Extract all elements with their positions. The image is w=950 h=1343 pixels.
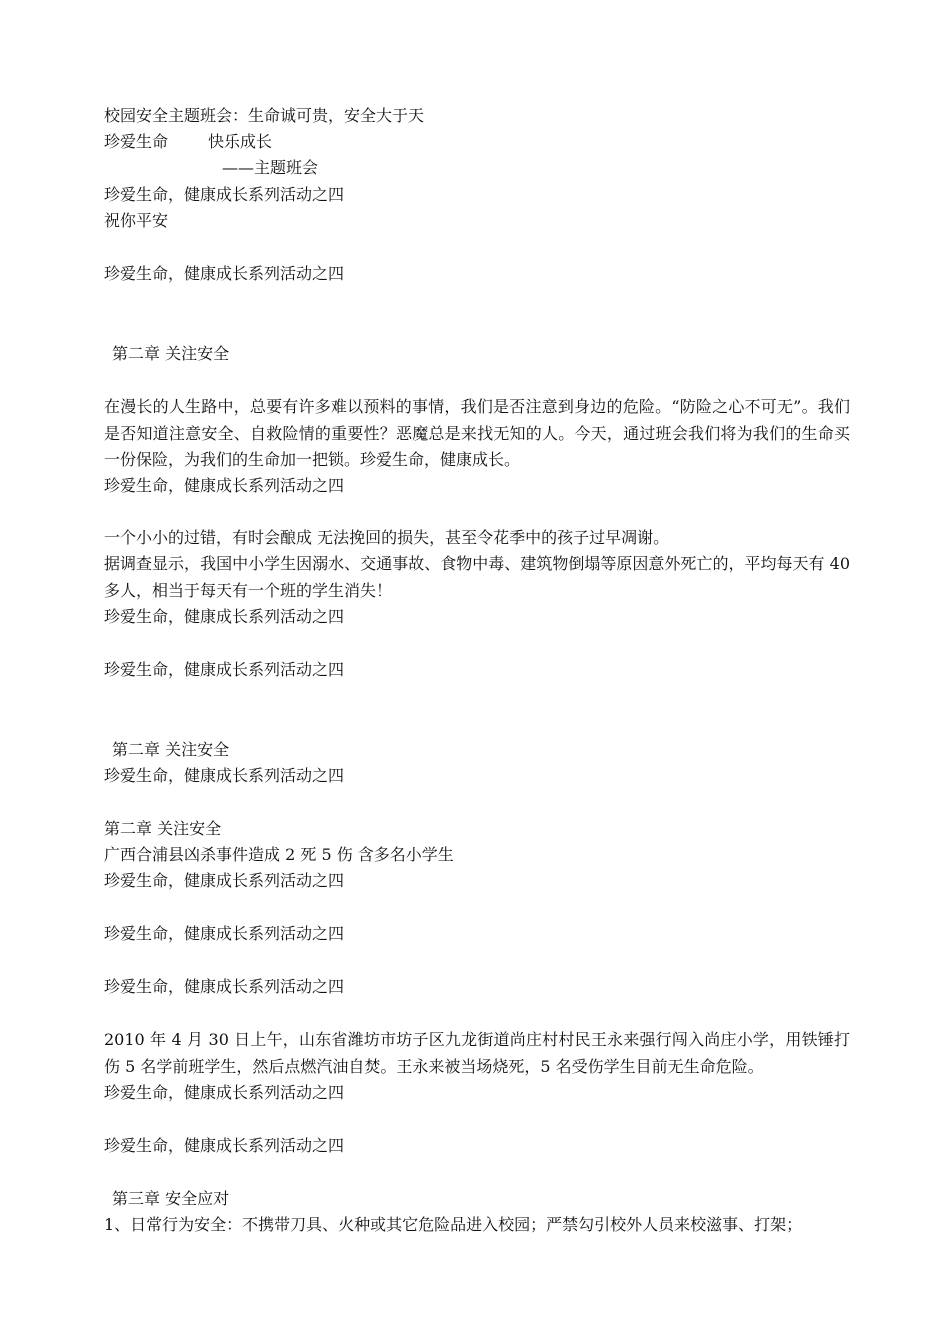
chapter-heading: 第二章 关注安全 <box>112 740 230 759</box>
paragraph: 在漫长的人生路中，总要有许多难以预料的事情，我们是否注意到身边的危险。“防险之心不可无”。我们是否知道注意安全、自救险情的重要性？恶魔总是来找无知的人。今天，通过班会我们将为我们的生命买一份保险，为我们的生命加一把锁。珍爱生命，健康成长。 <box>104 397 850 469</box>
news-headline: 广西合浦县凶杀事件造成 2 死 5 伤 含多名小学生 <box>104 845 454 864</box>
series-caption: 珍爱生命，健康成长系列活动之四 <box>104 607 345 626</box>
subtitle-line <box>104 129 850 155</box>
series-caption: 珍爱生命，健康成长系列活动之四 <box>104 977 345 996</box>
chapter-heading: 第三章 安全应对 <box>112 1189 230 1208</box>
chapter-heading: 第二章 关注安全 <box>112 344 230 363</box>
document-title: 校园安全主题班会：生命诚可贵，安全大于天 <box>104 106 425 125</box>
wish-line: 祝你平安 <box>104 211 169 230</box>
series-caption: 珍爱生命，健康成长系列活动之四 <box>104 924 345 943</box>
subtitle-part-2: 快乐成长 <box>208 132 273 151</box>
series-caption: 珍爱生命，健康成长系列活动之四 <box>104 1136 345 1155</box>
theme-meeting-label: ——主题班会 <box>222 158 319 177</box>
paragraph: 一个小小的过错，有时会酿成 无法挽回的损失，甚至令花季中的孩子过早凋谢。 <box>104 528 670 547</box>
paragraph: 1、日常行为安全：不携带刀具、火种或其它危险品进入校园；严禁勾引校外人员来校滋事、打架； <box>104 1215 803 1234</box>
series-caption: 珍爱生命，健康成长系列活动之四 <box>104 476 345 495</box>
chapter-heading: 第二章 关注安全 <box>104 819 222 838</box>
series-caption: 珍爱生命，健康成长系列活动之四 <box>104 871 345 890</box>
series-caption: 珍爱生命，健康成长系列活动之四 <box>104 185 345 204</box>
paragraph: 2010 年 4 月 30 日上午，山东省潍坊市坊子区九龙街道尚庄村村民王永来强行闯入尚庄小学，用铁锤打伤 5 名学前班学生，然后点燃汽油自焚。王永来被当场烧死，5 名受伤学生目前无生命危险。 <box>104 1030 850 1076</box>
series-caption: 珍爱生命，健康成长系列活动之四 <box>104 660 345 679</box>
paragraph: 据调查显示，我国中小学生因溺水、交通事故、食物中毒、建筑物倒塌等原因意外死亡的，平均每天有 40 多人，相当于每天有一个班的学生消失！ <box>104 554 850 600</box>
series-caption: 珍爱生命，健康成长系列活动之四 <box>104 264 345 283</box>
series-caption: 珍爱生命，健康成长系列活动之四 <box>104 766 345 785</box>
subtitle-part-1: 珍爱生命 <box>104 132 169 151</box>
series-caption: 珍爱生命，健康成长系列活动之四 <box>104 1083 345 1102</box>
